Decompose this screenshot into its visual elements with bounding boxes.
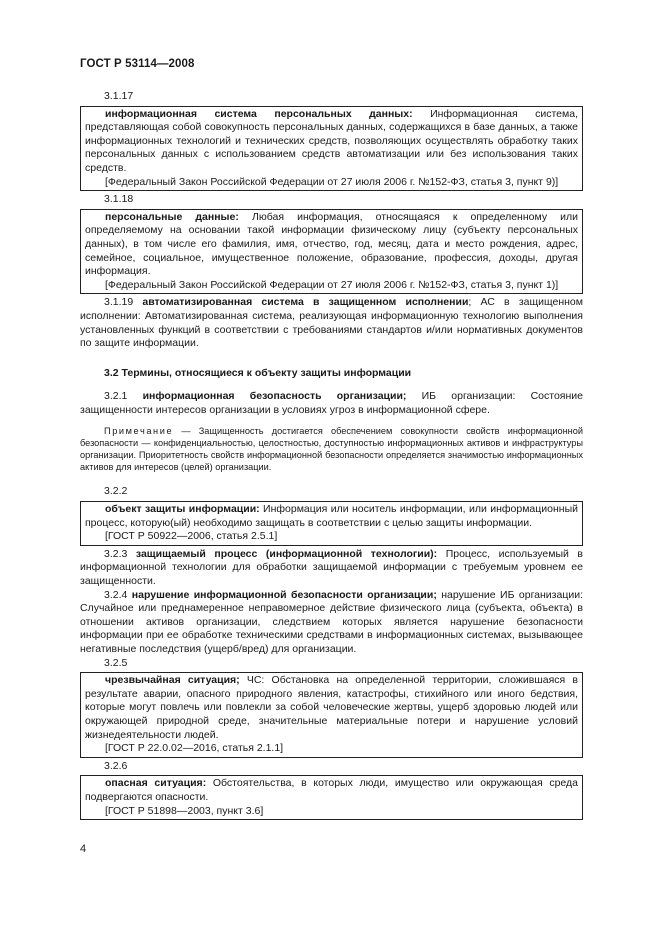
term-text: Информационная система, представляющая собой совокупность персональных данных, содержащихся в базе данных, а также информационных технологий и технических средств, позволяющих осуществлять обработку таких персональных данных с использованием средств автоматизации или без использования таких средств. (85, 107, 578, 174)
term-title: информационная система персональных данных: (105, 107, 413, 120)
term-box-3-2-6 (80, 775, 583, 820)
note-label: Примечание (104, 426, 174, 437)
term-box-3-1-17 (80, 106, 583, 192)
term-title: защищаемый процесс (информационной технологии): (135, 547, 438, 560)
term-title: информационная безопасность организации; (142, 390, 407, 403)
document-body (80, 90, 583, 822)
term-number: 3.2.3 (104, 547, 136, 560)
term-title: нарушение информационной безопасности организации; (131, 588, 437, 601)
term-text: нарушение ИБ организации: Случайное или преднамеренное неправомерное действие физического лица (субъекта, объекта) в отношении активов организации, следствием которых является нарушение безопасности информации при ее обработке техническими средствами в информационных системах, вызывающее негативные последствия (ущерб/вред) для организации. (80, 588, 583, 655)
term-text: Обстоятельства, в которых люди, имущество или окружающая среда подвергаются опасности. (85, 777, 578, 803)
term-definition (85, 777, 578, 804)
term-text: Любая информация, относящаяся к определенному или определяемому на основании такой информации физическому лицу (субъекту персональных данных), в том числе его фамилия, имя, отчество, год, месяц, дата и место рождения, адрес, семейное, социальное, имущественное положение, образование, профессия, доходы, другая информация. (85, 210, 578, 278)
term-3-1-19 (80, 296, 583, 350)
term-3-2-4 (80, 589, 583, 657)
term-text: Процесс, используемый в информационной технологии для обработки защищаемой информации с требуемым уровнем ее защищенности. (80, 547, 583, 588)
term-number-3-2-2: 3.2.2 (104, 485, 128, 498)
section-heading-3-2: 3.2 Термины, относящиеся к объекту защиты информации (104, 366, 412, 379)
term-number: 3.1.19 (104, 296, 143, 309)
term-3-2-3 (80, 548, 583, 589)
term-source: [Федеральный Закон Российской Федерации от 27 июля 2006 г. №152-ФЗ, статья 3, пункт 9)] (105, 175, 559, 188)
term-title: чрезвычайная ситуация; (105, 674, 240, 687)
term-title: объект защиты информации: (105, 503, 260, 516)
term-source: [ГОСТ Р 22.0.02—2016, статья 2.1.1] (105, 742, 284, 755)
term-source: [ГОСТ Р 50922—2006, статья 2.5.1] (105, 530, 278, 543)
term-text: ИБ организации: Состояние защищенности интересов организации в условиях угроз в информационной сфере. (80, 390, 583, 416)
term-3-2-1 (80, 390, 583, 417)
term-number-3-2-6: 3.2.6 (104, 759, 128, 772)
term-text: ; АС в защищенном исполнении: Автоматизированная система, реализующая информационную технологию выполнения установленных функций в соответствии с требованиями стандартов и/или нормативных документов по защите информации. (80, 296, 583, 350)
term-text: Информация или носитель информации, или информационный процесс, которую(ый) необходимо защищать в соответствии с целью защиты информации. (85, 503, 578, 529)
term-number: 3.2.1 (104, 390, 143, 403)
term-definition (85, 108, 578, 176)
term-box-3-1-18 (80, 209, 583, 295)
term-source: [ГОСТ Р 51898—2003, пункт 3.6] (105, 804, 264, 817)
document-header: ГОСТ Р 53114—2008 (80, 58, 195, 70)
page-number: 4 (80, 843, 87, 855)
term-box-3-2-2 (80, 501, 583, 546)
term-number-3-1-18: 3.1.18 (104, 193, 134, 206)
term-number-3-2-5: 3.2.5 (104, 656, 128, 669)
term-source: [Федеральный Закон Российской Федерации от 27 июля 2006 г. №152-ФЗ, статья 3, пункт 1)] (105, 278, 559, 291)
term-number: 3.2.4 (104, 588, 132, 601)
term-definition (85, 503, 578, 530)
term-number-3-1-17: 3.1.17 (104, 90, 134, 102)
term-box-3-2-5 (80, 672, 583, 758)
term-title: персональные данные: (105, 210, 239, 223)
term-definition (85, 211, 578, 279)
note (80, 425, 583, 473)
term-title: опасная ситуация: (105, 777, 207, 790)
note-text: — Защищенность достигается обеспечением совокупности свойств информационной безопасности — конфиденциальностью, целостностью, доступностью информационных активов и инфраструктуры организации. Приоритетность свойств информационной безопасности определяется значимостью информационных активов для интересов (целей) организации. (80, 426, 583, 473)
term-title: автоматизированная система в защищенном исполнении (142, 296, 469, 309)
term-text: ЧС: Обстановка на определенной территории, сложившаяся в результате аварии, опасного природного явления, катастрофы, стихийного или иного бедствия, которые могут повлечь или повлекли за собой человеческие жертвы, ущерб здоровью людей или окружающей природной среде, значительные материальные потери и нарушение условий жизнедеятельности людей. (85, 674, 578, 741)
term-definition (85, 674, 578, 742)
